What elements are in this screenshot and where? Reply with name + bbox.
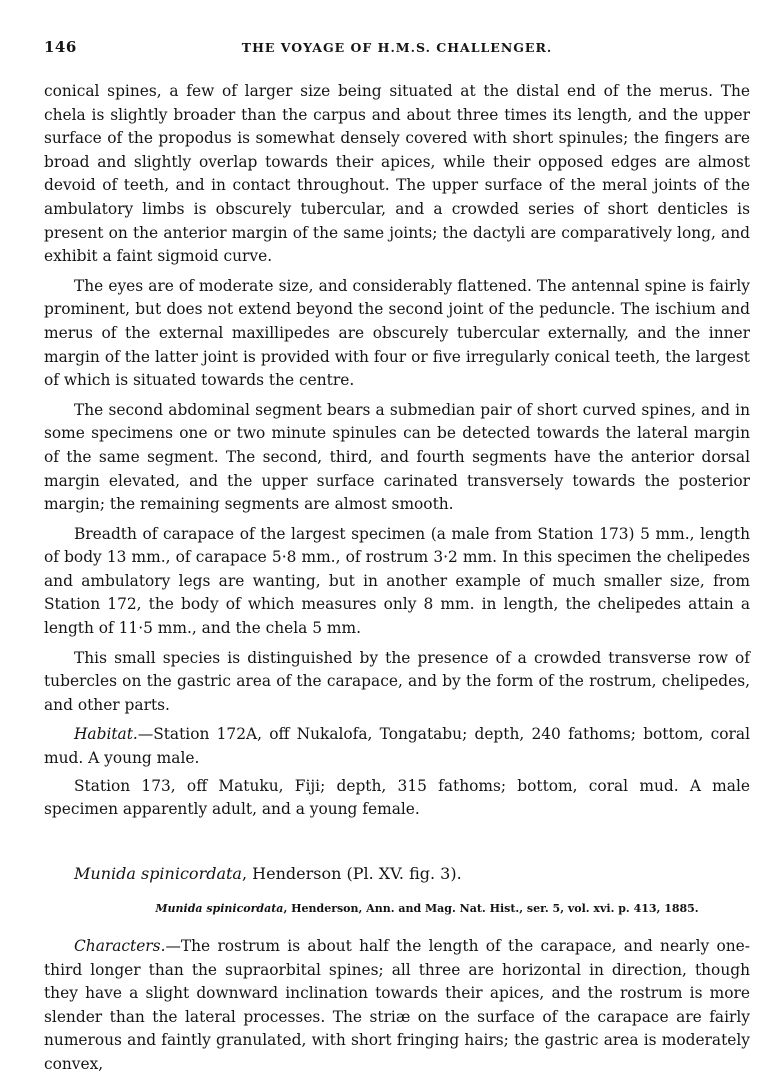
characters-text: —The rostrum is about half the length of the carapace, and nearly one-third longer than the supraorbital spines; all three are horizontal in direction, though they have a slight downward inclination towards their apices, and the rostrum is more slender than the lateral processes. The striæ on the surface of the carapace are fairly numerous and faintly granulated, with short fringing hairs; the gastric area is moderately convex, <box>44 937 750 1073</box>
species-name: Munida spinicordata <box>74 863 242 883</box>
species-authority: , Henderson (Pl. XV. fig. 3). <box>241 863 462 883</box>
species-citation <box>44 897 750 921</box>
citation-species: Munida spinicordata <box>155 902 284 916</box>
citation-reference: , Henderson, Ann. and Mag. Nat. Hist., ser. 5, vol. xvi. p. 413, 1885. <box>283 902 699 916</box>
habitat-label: Habitat. <box>74 725 138 744</box>
habitat-text: —Station 172A, off Nukalofa, Tongatabu; depth, 240 fathoms; bottom, coral mud. A young male. <box>44 725 750 768</box>
page-header <box>44 38 750 64</box>
paragraph-station-173: Station 173, off Matuku, Fiji; depth, 315 fathoms; bottom, coral mud. A male specimen apparently adult, and a young female. <box>44 776 750 819</box>
body-text <box>44 80 750 1077</box>
paragraph-measurements: Breadth of carapace of the largest specimen (a male from Station 173) 5 mm., length of body 13 mm., of carapace 5·8 mm., of rostrum 3·2 mm. In this specimen the chelipedes and ambulatory legs are wanting, but in another example of much smaller size, from Station 172, the body of which measures only 8 mm. in length, the chelipedes attain a length of 11·5 mm., and the chela 5 mm. <box>44 524 750 638</box>
paragraph-abdomen: The second abdominal segment bears a submedian pair of short curved spines, and in some specimens one or two minute spinules can be detected towards the lateral margin of the same segment. The second, third, and fourth segments have the anterior dorsal margin elevated, and the upper surface carinated transversely towards the posterior margin; the remaining segments are almost smooth. <box>44 400 750 514</box>
paragraph-eyes: The eyes are of moderate size, and considerably flattened. The antennal spine is fairly prominent, but does not extend beyond the second joint of the peduncle. The ischium and merus of the external maxillipedes are obscurely tubercular externally, and the inner margin of the latter joint is provided with four or five irregularly conical teeth, the largest of which is situated towards the centre. <box>44 276 750 390</box>
characters-label: Characters. <box>74 937 166 955</box>
paragraph-distinction: This small species is distinguished by the presence of a crowded transverse row of tubercles on the gastric area of the carapace, and by the form of the rostrum, chelipedes, and other parts. <box>44 648 750 714</box>
paragraph-continued: conical spines, a few of larger size being situated at the distal end of the merus. The chela is slightly broader than the carpus and about three times its length, and the upper surface of the propodus is somewhat densely covered with short spinules; the fingers are broad and slightly overlap towards their apices, while their opposed edges are almost devoid of teeth, and in contact throughout. The upper surface of the meral joints of the ambulatory limbs is obscurely tubercular, and a crowded series of short denticles is present on the anterior margin of the same joints; the dactyli are comparatively long, and exhibit a faint sigmoid curve. <box>44 82 750 266</box>
paragraph-characters <box>44 935 750 1077</box>
species-heading <box>44 862 750 886</box>
paragraph-habitat <box>44 723 750 770</box>
page-number: 146 <box>44 38 77 56</box>
running-head: THE VOYAGE OF H.M.S. CHALLENGER. <box>241 40 553 55</box>
